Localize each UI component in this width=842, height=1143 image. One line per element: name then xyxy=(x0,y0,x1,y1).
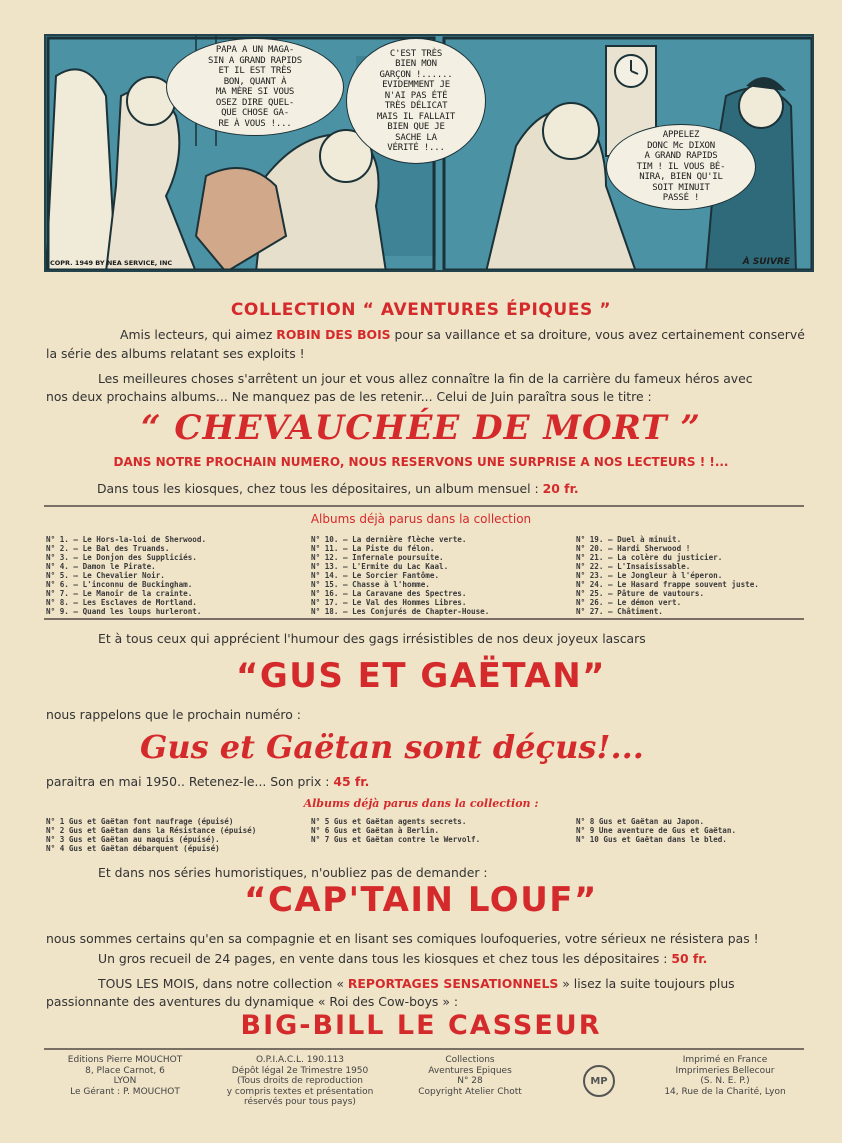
album-item: N° 23. — Le Jongleur à l'éperon. xyxy=(576,571,723,580)
gus-album-column-1 xyxy=(46,817,311,853)
big-bill-title: BIG-BILL LE CASSEUR xyxy=(240,1010,602,1041)
album-item: N° 21. — La colère du justicier. xyxy=(576,553,723,562)
album-item: N° 27. — Châtiment. xyxy=(576,607,663,616)
album-item: N° 25. — Pâture de vautours. xyxy=(576,589,705,598)
album-column-2 xyxy=(311,535,576,616)
footer-collection xyxy=(410,1055,530,1097)
footer-line: (Tous droits de reproduction xyxy=(236,1076,364,1087)
album-item: N° 15. — Chasse à l'homme. xyxy=(311,580,430,589)
louf-line-3 xyxy=(0,975,842,993)
footer-line: Editions Pierre MOUCHOT xyxy=(67,1055,183,1065)
gus-album-item: N° 10 Gus et Gaëtan dans le bled. xyxy=(576,835,727,844)
gus-album-column-2 xyxy=(311,817,576,853)
comic-strip xyxy=(44,34,814,272)
album-item: N° 3. — Le Donjon des Suppliciés. xyxy=(46,553,197,562)
footer-line: (S. N. E. P.) xyxy=(700,1076,750,1087)
footer-line: y compris textes et présentation xyxy=(226,1086,374,1097)
para1-text: Amis lecteurs, qui aimez xyxy=(120,327,277,342)
collection-title: COLLECTION “ AVENTURES ÉPIQUES ” xyxy=(230,300,612,320)
footer-line: N° 28 xyxy=(457,1076,483,1087)
surprise-notice: DANS NOTRE PROCHAIN NUMERO, NOUS RESERVONS UNE SURPRISE A NOS LECTEURS ! !... xyxy=(113,455,729,469)
album-item: N° 17. — Le Val des Hommes Libres. xyxy=(311,598,467,607)
footer-line: LYON xyxy=(113,1076,137,1087)
collection-paragraph-1 xyxy=(0,326,842,344)
album-item: N° 26. — Le démon vert. xyxy=(576,598,682,607)
collection-paragraph-2: Les meilleures choses s'arrêtent un jour et vous allez connaître la fin de la carrière du fameux héros avec xyxy=(98,371,753,386)
gus-albums-title: Albums déjà parus dans la collection : xyxy=(303,797,539,810)
footer-printer xyxy=(640,1055,810,1097)
album-item: N° 20. — Hardi Sherwood ! xyxy=(576,544,691,553)
louf-line-1: nous sommes certains qu'en sa compagnie et en lisant ses comiques loufoqueries, votre sérieux ne résistera pas ! xyxy=(46,931,759,946)
footer-line: Copyright Atelier Chott xyxy=(418,1086,522,1097)
louf-line-2-text: Un gros recueil de 24 pages, en vente dans tous les kiosques et chez tous les dépositaires : xyxy=(98,951,672,966)
footer-publisher xyxy=(50,1055,200,1097)
footer-line: 14, Rue de la Charité, Lyon xyxy=(664,1086,786,1097)
gus-album-item: N° 9 Une aventure de Gus et Gaëtan. xyxy=(576,826,737,835)
albums-title: Albums déjà parus dans la collection xyxy=(310,512,532,526)
speech-balloon-1: PAPA A UN MAGA- SIN A GRAND RAPIDS ET IL EST TRÈS BON, QUANT À MA MÈRE SI VOUS OSEZ DIRE QUEL- QUE CHOSE GA- RE À VOUS !... xyxy=(166,38,344,136)
album-item: N° 19. — Duel à minuit. xyxy=(576,535,682,544)
footer-line: Dépôt légal 2e Trimestre 1950 xyxy=(231,1065,369,1076)
to-be-continued: À SUIVRE xyxy=(742,257,790,267)
divider xyxy=(44,618,804,620)
divider xyxy=(44,1048,804,1050)
louf-line-2 xyxy=(0,950,842,968)
louf-line-3-end: » lisez la suite toujours plus xyxy=(558,976,735,991)
footer-line: Le Gérant : P. MOUCHOT xyxy=(70,1086,180,1097)
louf-price: 50 fr. xyxy=(671,951,708,966)
album-list xyxy=(46,535,806,616)
speech-balloon-3: APPELEZ DONC Mc DIXON A GRAND RAPIDS TIM ! IL VOUS BÉ- NIRA, BIEN QU'IL SOIT MINUIT PASSÉ ! xyxy=(606,124,756,210)
para1-text-end: pour sa vaillance et sa droiture, vous avez certainement conservé xyxy=(390,327,805,342)
album-price: 20 fr. xyxy=(542,481,579,496)
album-item: N° 24. — Le Hasard frappe souvent juste. xyxy=(576,580,759,589)
mp-logo: MP xyxy=(583,1065,615,1097)
album-column-1 xyxy=(46,535,311,616)
gus-recall: nous rappelons que le prochain numéro : xyxy=(46,707,301,722)
divider xyxy=(44,505,804,507)
album-item: N° 7. — Le Manoir de la crainte. xyxy=(46,589,193,598)
gus-appear xyxy=(0,773,842,791)
louf-line-3-text: TOUS LES MOIS, dans notre collection « xyxy=(98,976,348,991)
album-item: N° 16. — La Caravane des Spectres. xyxy=(311,589,467,598)
gus-headline: Gus et Gaëtan sont déçus!... xyxy=(140,728,644,766)
album-column-3 xyxy=(576,535,806,616)
gus-title: “GUS ET GAËTAN” xyxy=(235,656,607,696)
album-item: N° 6. — L'inconnu de Buckingham. xyxy=(46,580,193,589)
footer-line: Imprimeries Bellecour xyxy=(675,1065,775,1076)
gus-appear-text: paraitra en mai 1950.. Retenez-le... Son prix : xyxy=(46,774,334,789)
gus-album-item: N° 2 Gus et Gaëtan dans la Résistance (épuisé) xyxy=(46,826,257,835)
footer-line: 8, Place Carnot, 6 xyxy=(85,1065,165,1076)
album-item: N° 22. — L'Insaisissable. xyxy=(576,562,691,571)
album-item: N° 5. — Le Chevalier Noir. xyxy=(46,571,165,580)
louf-line-4: passionnante des aventures du dynamique « Roi des Cow-boys » : xyxy=(46,994,459,1009)
album-item: N° 1. — Le Hors-la-loi de Sherwood. xyxy=(46,535,207,544)
gus-album-item: N° 3 Gus et Gaëtan au maquis (épuisé). xyxy=(46,835,220,844)
kiosk-text: Dans tous les kiosques, chez tous les dépositaires, un album mensuel : xyxy=(97,481,543,496)
gus-album-column-3 xyxy=(576,817,806,853)
album-item: N° 12. — Infernale poursuite. xyxy=(311,553,444,562)
collection-paragraph-1b: la série des albums relatant ses exploits ! xyxy=(46,346,305,361)
album-item: N° 18. — Les Conjurés de Chapter-House. xyxy=(311,607,490,616)
gus-album-item: N° 8 Gus et Gaëtan au Japon. xyxy=(576,817,705,826)
gus-album-item: N° 7 Gus et Gaëtan contre le Wervolf. xyxy=(311,835,481,844)
gus-intro: Et à tous ceux qui apprécient l'humour des gags irrésistibles de nos deux joyeux lascars xyxy=(98,631,646,646)
footer-legal xyxy=(225,1055,375,1108)
album-item: N° 2. — Le Bal des Truands. xyxy=(46,544,170,553)
kiosk-line xyxy=(0,480,842,498)
gus-album-item: N° 5 Gus et Gaëtan agents secrets. xyxy=(311,817,467,826)
album-item: N° 14. — Le Sorcier Fantôme. xyxy=(311,571,440,580)
reportages-sensationnels: REPORTAGES SENSATIONNELS xyxy=(347,976,559,991)
comic-copyright: COPR. 1949 BY NEA SERVICE, INC xyxy=(50,259,173,267)
louf-intro: Et dans nos séries humoristiques, n'oubliez pas de demander : xyxy=(98,865,488,880)
album-item: N° 4. — Damon le Pirate. xyxy=(46,562,156,571)
gus-album-list xyxy=(46,817,806,853)
footer-line: Aventures Epiques xyxy=(428,1065,512,1076)
footer-line: Imprimé en France xyxy=(682,1055,768,1065)
album-item: N° 8. — Les Esclaves de Mortland. xyxy=(46,598,197,607)
album-item: N° 13. — L'Ermite du Lac Kaal. xyxy=(311,562,449,571)
chevauchee-headline: “ CHEVAUCHÉE DE MORT ” xyxy=(141,408,701,448)
footer-line: réservés pour tous pays) xyxy=(244,1097,356,1108)
collection-paragraph-2b: nos deux prochains albums... Ne manquez pas de les retenir... Celui de Juin paraîtra sous le titre : xyxy=(46,389,652,404)
footer-line: Collections xyxy=(445,1055,495,1065)
gus-price: 45 fr. xyxy=(333,774,370,789)
speech-balloon-2: C'EST TRÈS BIEN MON GARÇON !...... EVIDEMMENT JE N'AI PAS ÉTÉ TRÈS DÉLICAT MAIS IL FALLAIT BIEN QUE JE SACHE LA VÉRITÉ !... xyxy=(346,38,486,164)
gus-album-item: N° 1 Gus et Gaëtan font naufrage (épuisé) xyxy=(46,817,234,826)
robin-des-bois: ROBIN DES BOIS xyxy=(276,327,391,342)
album-item: N° 9. — Quand les loups hurleront. xyxy=(46,607,202,616)
footer-line: O.P.I.A.C.L. 190.113 xyxy=(256,1055,344,1065)
gus-album-item: N° 6 Gus et Gaëtan à Berlin. xyxy=(311,826,440,835)
album-item: N° 11. — La Piste du félon. xyxy=(311,544,435,553)
gus-album-item: N° 4 Gus et Gaëtan débarquent (épuisé) xyxy=(46,844,220,853)
album-item: N° 10. — La dernière flèche verte. xyxy=(311,535,467,544)
louf-title: “CAP'TAIN LOUF” xyxy=(244,880,598,920)
